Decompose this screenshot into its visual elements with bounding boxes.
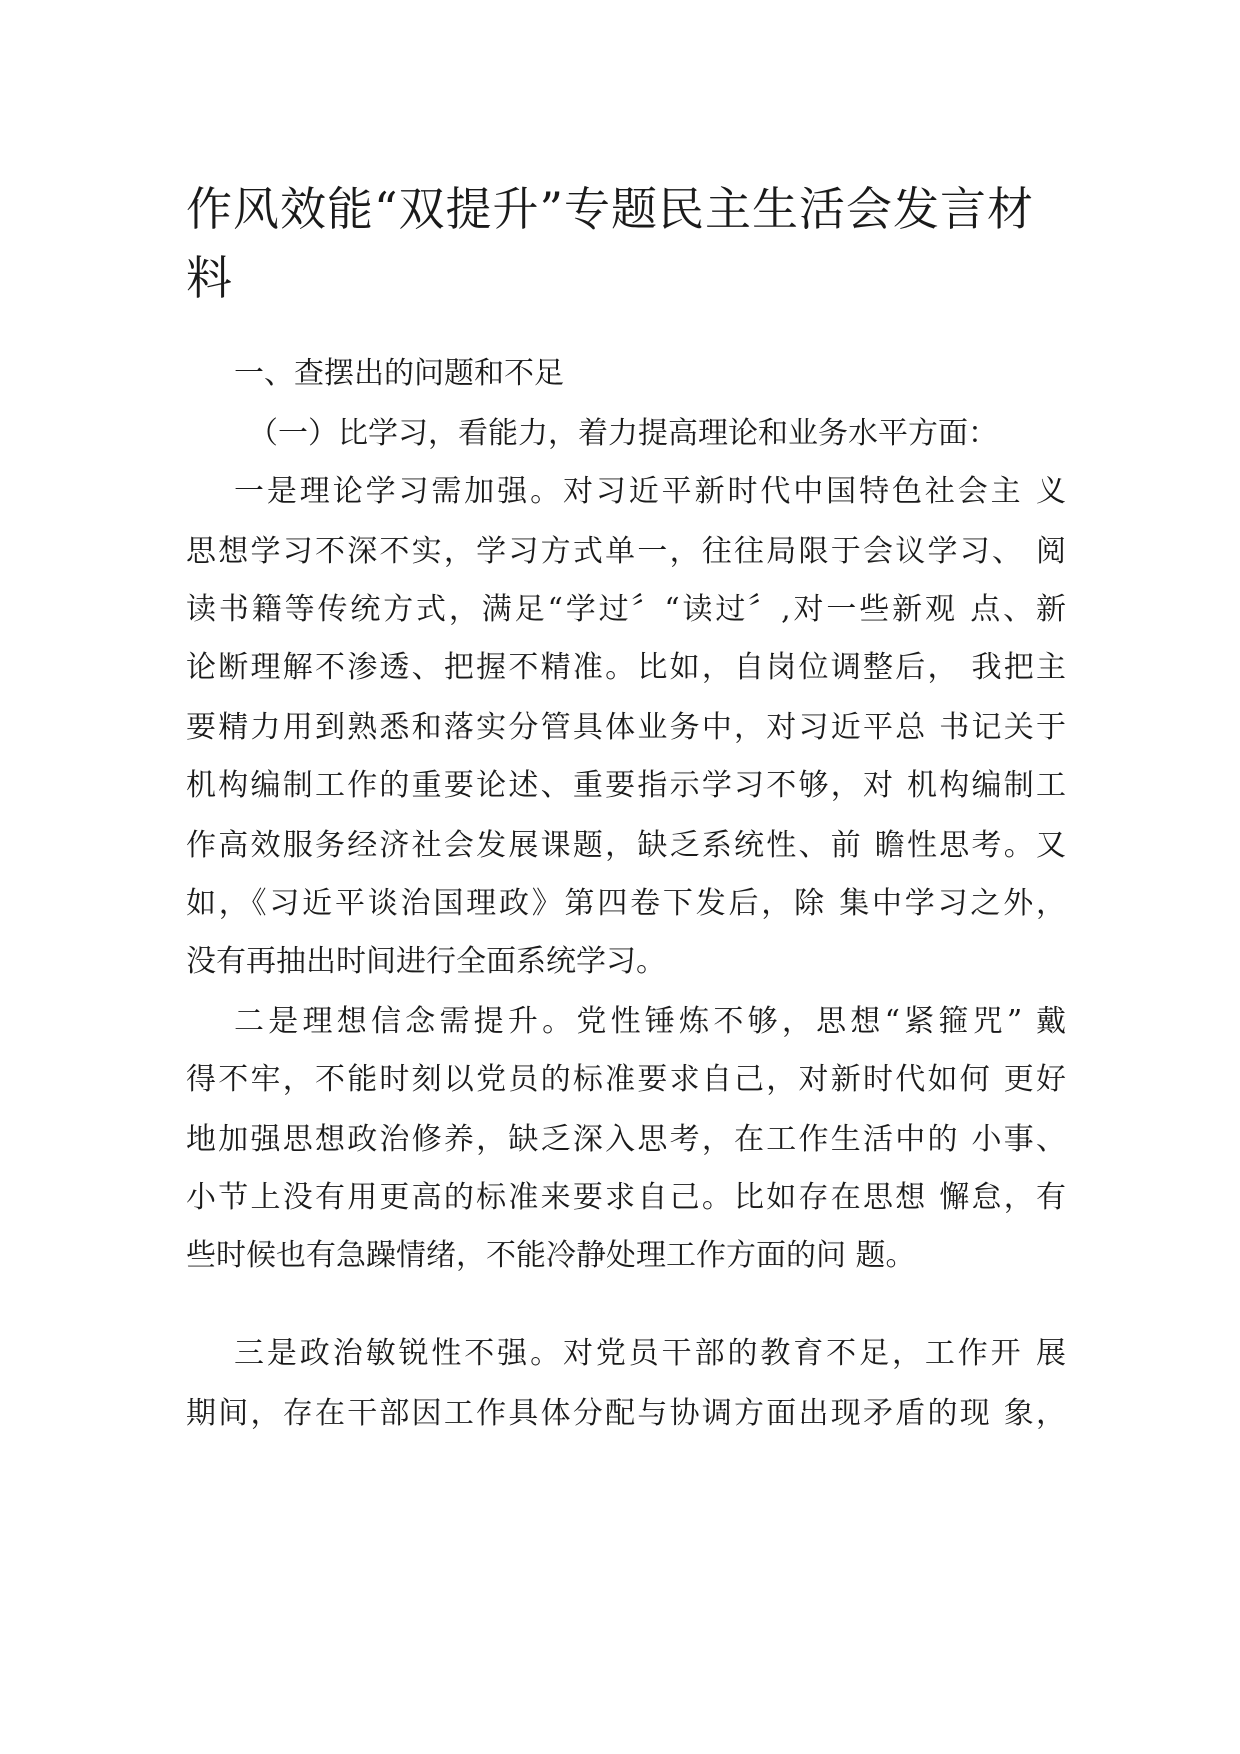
section-heading: 一、查摆出的问题和不足 (234, 356, 564, 391)
paragraph-1-line-4: 论断理解不渗透、把握不精准。比如，自岗位调整后， 我把主 (186, 650, 1066, 685)
subsection-heading: （一）比学习，看能力，着力提高理论和业务水平方面： (248, 416, 998, 451)
paragraph-2-line-3: 地加强思想政治修养，缺乏深入思考，在工作生活中的 小事、 (186, 1122, 1066, 1157)
document-title: 作风效能“双提升”专题民主生活会发言材料 (186, 182, 1035, 305)
paragraph-3-line-1: 三是政治敏锐性不强。对党员干部的教育不足，工作开 展 (234, 1336, 1066, 1371)
paragraph-2-line-1: 二是理想信念需提升。党性锤炼不够，思想“紧箍咒” 戴 (234, 1004, 1066, 1039)
paragraph-3-line-2: 期间，存在干部因工作具体分配与协调方面出现矛盾的现 象， (186, 1396, 1066, 1431)
paragraph-1-line-8: 如，《习近平谈治国理政》第四卷下发后，除 集中学习之外， (186, 886, 1066, 921)
paragraph-1-line-6: 机构编制工作的重要论述、重要指示学习不够，对 机构编制工 (186, 768, 1066, 803)
paragraph-1-line-2: 思想学习不深不实，学习方式单一，往往局限于会议学习、 阅 (186, 534, 1066, 569)
paragraph-1-line-1: 一是理论学习需加强。对习近平新时代中国特色社会主 义 (234, 474, 1066, 509)
paragraph-1-line-5: 要精力用到熟悉和落实分管具体业务中，对习近平总 书记关于 (186, 710, 1066, 745)
paragraph-1-line-9: 没有再抽出时间进行全面系统学习。 (186, 944, 666, 979)
paragraph-1-line-3: 读书籍等传统方式，满足“学过〞“读过〞,对一些新观 点、新 (186, 592, 1066, 627)
paragraph-2-line-4: 小节上没有用更高的标准来要求自己。比如存在思想 懈怠，有 (186, 1180, 1066, 1215)
paragraph-2-line-5: 些时候也有急躁情绪，不能冷静处理工作方面的问 题。 (186, 1238, 916, 1273)
paragraph-2-line-2: 得不牢，不能时刻以党员的标准要求自己，对新时代如何 更好 (186, 1062, 1066, 1097)
paragraph-1-line-7: 作高效服务经济社会发展课题，缺乏系统性、前 瞻性思考。又 (186, 828, 1066, 863)
